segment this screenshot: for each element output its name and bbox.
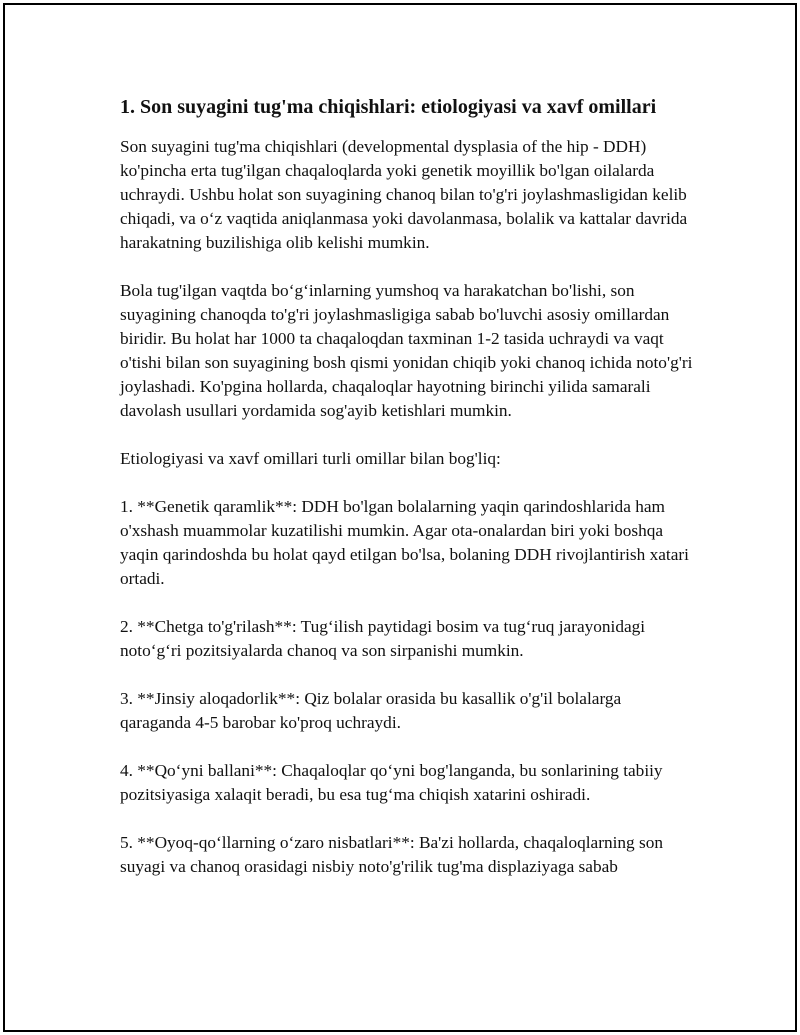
document-body — [120, 93, 695, 903]
section-heading: 1. Son suyagini tug'ma chiqishlari: etiologiyasi va xavf omillari — [120, 96, 657, 118]
paragraph-birth: Bola tug'ilgan vaqtda bo‘g‘inlarning yumshoq va harakatchan bo'lishi, son suyagining chanoqda to'g'ri joylashmasligiga sabab bo'luvchi asosiy omillardan biridir. Bu holat har 1000 ta chaqaloqdan taxminan 1-2 tasida uchraydi va vaqt o'tishi bilan son suyagining bosh qismi yonidan chiqib yoki chanoq ichida noto'g'ri joylashadi. Ko'pgina hollarda, chaqaloqlar hayotning birinchi yilida samarali davolash usullari yordamida sog'ayib ketishlari mumkin. — [120, 281, 693, 420]
list-item-position: 2. **Chetga to'g'rilash**: Tug‘ilish paytidagi bosim va tug‘ruq jarayonidagi noto‘g‘ri pozitsiyalarda chanoq va son sirpanishi mumkin. — [120, 617, 646, 660]
list-item-proportions: 5. **Oyoq-qo‘llarning o‘zaro nisbatlari**: Ba'zi hollarda, chaqaloqlarning son suyagi va chanoq orasidagi nisbiy noto'g'rilik tug'ma displaziyaga sabab — [120, 833, 664, 876]
list-item-swaddling: 4. **Qo‘yni ballani**: Chaqaloqlar qo‘yni bog'langanda, bu sonlarining tabiiy pozitsiyasiga xalaqit beradi, bu esa tug‘ma chiqish xatarini oshiradi. — [120, 761, 663, 804]
paragraph-intro: Son suyagini tug'ma chiqishlari (developmental dysplasia of the hip - DDH) ko'pincha erta tug'ilgan chaqaloqlarda yoki genetik moyillik bo'lgan oilalarda uchraydi. Ushbu holat son suyagining chanoq bilan to'g'ri joylashmasligidan kelib chiqadi, va o‘z vaqtida aniqlanmasa yoki davolanmasa, bolalik va kattalar davrida harakatning buzilishiga olib kelishi mumkin. — [120, 137, 688, 252]
list-item-genetic: 1. **Genetik qaramlik**: DDH bo'lgan bolalarning yaqin qarindoshlarida ham o'xshash muammolar kuzatilishi mumkin. Agar ota-onalardan biri yoki boshqa yaqin qarindoshda bu holat qayd etilgan bo'lsa, bolaning DDH rivojlantirish xatari ortadi. — [120, 497, 689, 588]
paragraph-etiology-lead: Etiologiyasi va xavf omillari turli omillar bilan bog'liq: — [120, 449, 501, 468]
document-page — [3, 3, 797, 1032]
list-item-sex: 3. **Jinsiy aloqadorlik**: Qiz bolalar orasida bu kasallik o'g'il bolalarga qaraganda 4-5 barobar ko'proq uchraydi. — [120, 689, 622, 732]
